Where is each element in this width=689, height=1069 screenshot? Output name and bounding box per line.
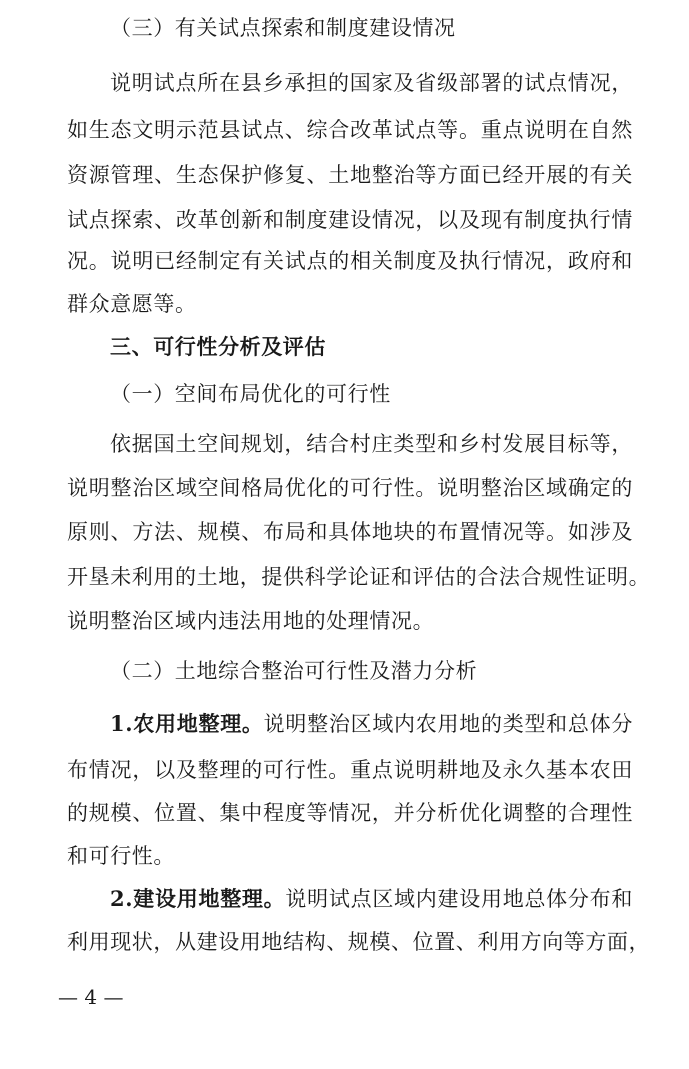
paragraph-line: 说明整治区域空间格局优化的可行性。说明整治区域确定的 bbox=[67, 476, 633, 500]
item-label-construction-land: 2.建设用地整理。 bbox=[110, 886, 286, 911]
paragraph-line: 布情况，以及整理的可行性。重点说明耕地及永久基本农田 bbox=[67, 758, 633, 782]
paragraph-line: 说明试点所在县乡承担的国家及省级部署的试点情况， bbox=[110, 71, 633, 95]
section-heading-pilot-exploration: （三）有关试点探索和制度建设情况 bbox=[110, 16, 456, 40]
paragraph-line: 利用现状，从建设用地结构、规模、位置、利用方向等方面， bbox=[67, 930, 651, 954]
section-heading-feasibility: 三、可行性分析及评估 bbox=[110, 334, 326, 359]
section-heading-spatial-layout: （一）空间布局优化的可行性 bbox=[110, 382, 391, 406]
section-heading-land-consolidation: （二）土地综合整治可行性及潜力分析 bbox=[110, 659, 478, 683]
paragraph-line: 和可行性。 bbox=[67, 844, 175, 868]
paragraph-line: 开垦未利用的土地，提供科学论证和评估的合法合规性证明。 bbox=[67, 565, 651, 589]
paragraph-line: 资源管理、生态保护修复、土地整治等方面已经开展的有关 bbox=[67, 163, 633, 187]
paragraph-line: 原则、方法、规模、布局和具体地块的布置情况等。如涉及 bbox=[67, 520, 633, 544]
paragraph-line: 的规模、位置、集中程度等情况，并分析优化调整的合理性 bbox=[67, 801, 633, 825]
paragraph-line: 说明整治区域内违法用地的处理情况。 bbox=[67, 609, 435, 633]
page-number: — 4 — bbox=[58, 985, 124, 1009]
paragraph-line: 群众意愿等。 bbox=[67, 292, 197, 316]
paragraph-line: 如生态文明示范县试点、综合改革试点等。重点说明在自然 bbox=[67, 118, 633, 142]
paragraph-line: 况。说明已经制定有关试点的相关制度及执行情况，政府和 bbox=[67, 249, 633, 273]
item-label-farmland: 1.农用地整理。 bbox=[110, 711, 264, 736]
item-text: 说明整治区域内农用地的类型和总体分 bbox=[263, 712, 633, 736]
item-construction-land-first-line bbox=[110, 885, 633, 913]
item-text: 说明试点区域内建设用地总体分布和 bbox=[285, 887, 633, 911]
paragraph-line: 试点探索、改革创新和制度建设情况，以及现有制度执行情 bbox=[67, 208, 633, 232]
paragraph-line: 依据国土空间规划，结合村庄类型和乡村发展目标等， bbox=[110, 432, 633, 456]
item-farmland-first-line bbox=[110, 710, 633, 738]
